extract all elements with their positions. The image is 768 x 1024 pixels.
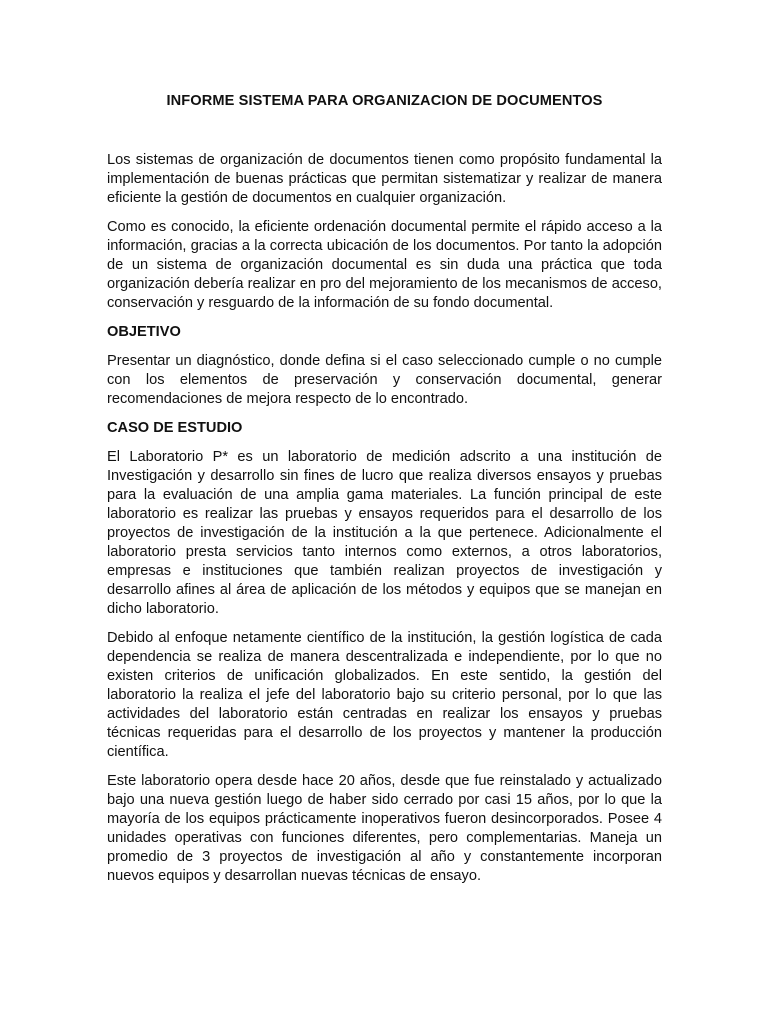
case-study-paragraph: Este laboratorio opera desde hace 20 años, desde que fue reinstalado y actualizado bajo una nueva gestión luego de haber sido cerrado por casi 15 años, por lo que la mayoría de los equipos prácticamente inoperativos fueron desincorporados. Posee 4 unidades operativas con funciones diferentes, pero complementarias. Maneja un promedio de 3 proyectos de investigación al año y constantemente incorporan nuevos equipos y desarrollan nuevas técnicas de ensayo. bbox=[107, 773, 662, 884]
intro-paragraph: Los sistemas de organización de documentos tienen como propósito fundamental la implementación de buenas prácticas que permitan sistematizar y realizar de manera eficiente la gestión de documentos en cualquier organización. bbox=[107, 152, 662, 206]
document-title: INFORME SISTEMA PARA ORGANIZACION DE DOCUMENTOS bbox=[166, 93, 603, 109]
objective-paragraph: Presentar un diagnóstico, donde defina si el caso seleccionado cumple o no cumple con los elementos de preservación y conservación documental, generar recomendaciones de mejora respecto de lo encontrado. bbox=[107, 353, 662, 407]
case-study-paragraph: Debido al enfoque netamente científico de la institución, la gestión logística de cada dependencia se realiza de manera descentralizada e independiente, por lo que no existen criterios de unificación globalizados. En este sentido, la gestión del laboratorio la realiza el jefe del laboratorio bajo su criterio personal, por lo que las actividades del laboratorio están centradas en realizar los ensayos y pruebas técnicas requeridas para el desarrollo de los proyectos y mantener la producción científica. bbox=[107, 630, 662, 760]
title-spacer bbox=[107, 111, 662, 151]
section-heading-objetivo: OBJETIVO bbox=[107, 324, 181, 340]
document-body bbox=[107, 91, 662, 896]
section-heading-caso-de-estudio: CASO DE ESTUDIO bbox=[107, 420, 243, 436]
case-study-paragraph: El Laboratorio P* es un laboratorio de medición adscrito a una institución de Investigación y desarrollo sin fines de lucro que realiza diversos ensayos y pruebas para la evaluación de una amplia gama materiales. La función principal de este laboratorio es realizar las pruebas y ensayos requeridos para el desarrollo de los proyectos de investigación de la institución a la que pertenece. Adicionalmente el laboratorio presta servicios tanto internos como externos, a otros laboratorios, empresas e instituciones que también realizan proyectos de investigación y desarrollo afines al área de aplicación de los métodos y equipos que se manejan en dicho laboratorio. bbox=[107, 449, 662, 617]
intro-paragraph: Como es conocido, la eficiente ordenación documental permite el rápido acceso a la información, gracias a la correcta ubicación de los documentos. Por tanto la adopción de un sistema de organización documental es sin duda una práctica que toda organización debería realizar en pro del mejoramiento de los mecanismos de acceso, conservación y resguardo de la información de su fondo documental. bbox=[107, 219, 662, 311]
